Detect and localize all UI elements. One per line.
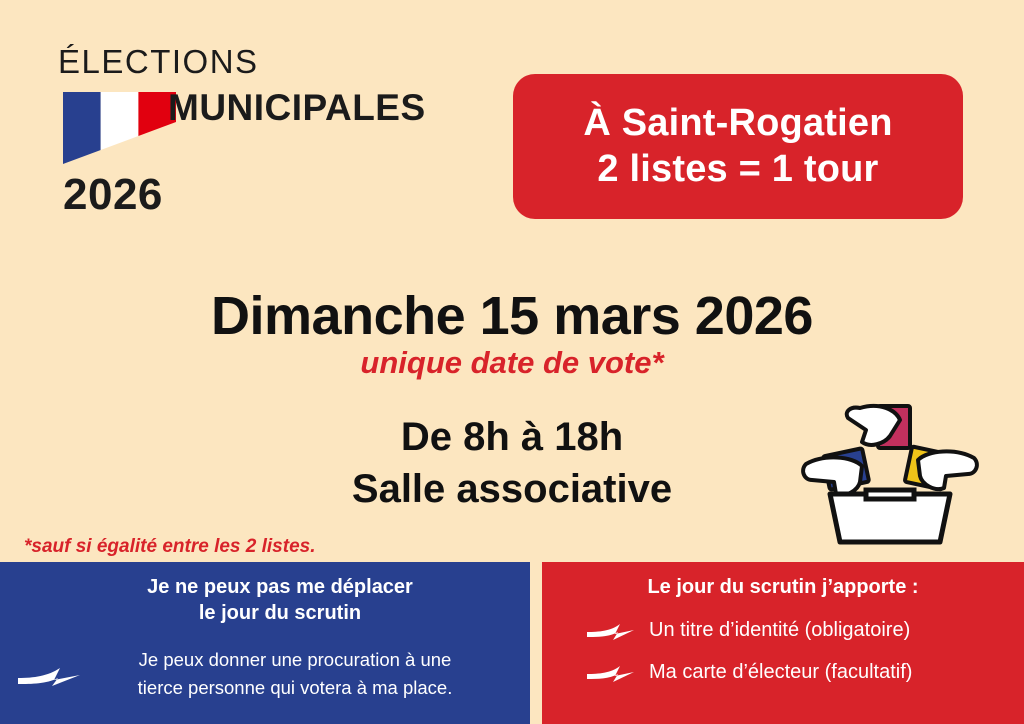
logo-municipales-text: MUNICIPALES [168, 87, 426, 128]
arrow-right-icon [587, 619, 635, 641]
proxy-panel-title [0, 562, 530, 626]
documents-panel-title: Le jour du scrutin j’apporte : [647, 576, 919, 598]
documents-panel [542, 562, 1024, 724]
french-flag-icon [63, 92, 176, 164]
ballot-box-icon [800, 390, 980, 550]
election-footnote: *sauf si égalité entre les 2 listes. [24, 536, 316, 557]
election-logo [55, 43, 475, 219]
proxy-voting-panel [0, 562, 530, 724]
proxy-panel-title-line1: Je ne peux pas me déplacer [147, 576, 413, 598]
banner-line-2: 2 listes = 1 tour [597, 147, 879, 190]
election-date: Dimanche 15 mars 2026 [211, 286, 813, 346]
election-place: Salle associative [351, 467, 673, 511]
election-date-note: unique date de vote* [360, 345, 664, 380]
proxy-panel-body-line2: tierce personne qui votera à ma place. [137, 676, 453, 698]
arrow-right-icon [18, 662, 82, 688]
logo-year-text: 2026 [63, 170, 163, 219]
banner-line-1: À Saint-Rogatien [583, 101, 893, 144]
documents-item-1 [587, 618, 910, 642]
proxy-panel-title-line2: le jour du scrutin [198, 602, 362, 624]
proxy-panel-body [95, 646, 495, 702]
arrow-right-icon [587, 661, 635, 683]
headline-banner [513, 74, 963, 219]
election-hours: De 8h à 18h [400, 415, 624, 459]
documents-item-2-label: Ma carte d’électeur (facultatif) [649, 661, 913, 683]
documents-item-2 [587, 660, 912, 684]
documents-item-1-label: Un titre d’identité (obligatoire) [649, 619, 911, 641]
proxy-panel-body-line1: Je peux donner une procuration à une [138, 649, 452, 670]
logo-elections-text: ÉLECTIONS [58, 43, 259, 80]
